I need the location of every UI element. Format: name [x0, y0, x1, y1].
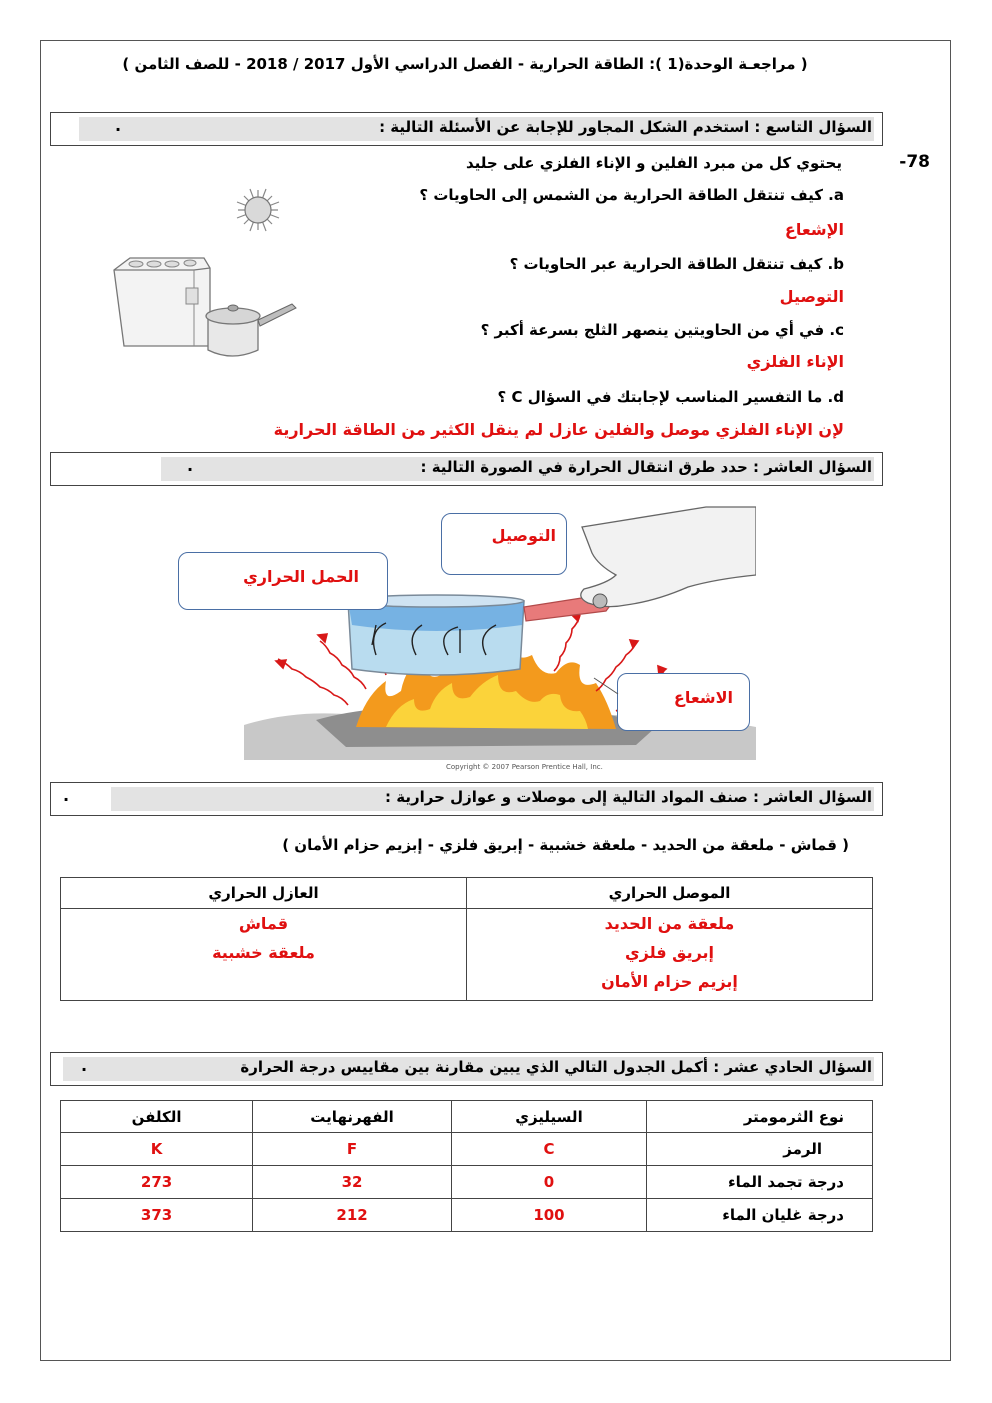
table-cell: C [451, 1133, 646, 1166]
q10b-header-bar [50, 782, 883, 816]
conductors-insulators-table [60, 877, 873, 1001]
row-label: درجة غليان الماء [647, 1199, 873, 1232]
table-cell: 373 [61, 1199, 253, 1232]
callout-convection-label: الحمل الحراري [243, 567, 359, 586]
callout-conduction [441, 513, 567, 575]
celsius-header: السيليزي [451, 1101, 646, 1133]
q10a-dot: . [187, 456, 194, 475]
table-cell: 273 [61, 1166, 253, 1199]
q9-part-c [481, 321, 844, 339]
q11-header-bar [50, 1052, 883, 1086]
q9-part-d-letter: d. [827, 388, 844, 406]
insulator-item: قماش [238, 914, 289, 933]
callout-radiation-label: الاشعاع [673, 688, 733, 707]
thermometer-type-header: نوع الثرمومتر [647, 1101, 873, 1133]
q9-part-a-answer: الإشعاع [784, 220, 844, 239]
temperature-scales-table [60, 1100, 873, 1232]
radiation-pointer [590, 672, 630, 702]
q9-header: السؤال التاسع : استخدم الشكل المجاور للإجابة عن الأسئلة التالية : [379, 118, 872, 136]
conductor-item: ملعقة من الحديد [604, 914, 735, 933]
kelvin-header: الكلفن [61, 1101, 253, 1133]
q11-header: السؤال الحادي عشر : أكمل الجدول التالي الذي يبين مقارنة بين مقاييس درجة الحرارة [240, 1058, 872, 1076]
row-label: درجة تجمد الماء [647, 1166, 873, 1199]
q9-part-b-answer: التوصيل [779, 287, 844, 306]
conductor-header: الموصل الحراري [467, 878, 873, 909]
q9-intro: يحتوي كل من مبرد الفلين و الإناء الفلزي على جليد [466, 154, 842, 172]
callout-radiation [617, 673, 750, 731]
table-cell: 32 [253, 1166, 452, 1199]
row-label: الرمز [647, 1133, 873, 1166]
conductor-list [467, 909, 873, 1001]
table-cell: 100 [451, 1199, 646, 1232]
sun-cooler-pot-illustration [100, 170, 320, 370]
page-title: ( مراجعـة الوحدة(1 ): الطاقة الحرارية - الفصل الدراسي الأول 2017 / 2018 - للصف الثامن ) [122, 55, 808, 73]
insulator-header: العازل الحراري [61, 878, 467, 909]
q9-part-b-question: كيف تنتقل الطاقة الحرارية عبر الحاويات ؟ [509, 255, 823, 273]
q9-part-a [419, 186, 844, 204]
q10a-header-bar [50, 452, 883, 486]
q10b-materials: ( قماش - ملعقة من الحديد - ملعقة خشبية - إبريق فلزي - إبزيم حزام الأمان ) [282, 836, 849, 854]
q9-part-d [498, 388, 844, 406]
q10b-dot: . [63, 786, 70, 805]
table-cell: 212 [253, 1199, 452, 1232]
q9-part-c-question: في أي من الحاويتين ينصهر الثلج بسرعة أكبر ؟ [480, 321, 825, 339]
table-cell: F [253, 1133, 452, 1166]
table-row [61, 1166, 873, 1199]
q9-part-c-answer: الإناء الفلزي [746, 352, 844, 371]
table-row [61, 1199, 873, 1232]
cooler-icon [114, 258, 210, 346]
q9-header-bar [50, 112, 883, 146]
q9-dot: . [115, 116, 122, 135]
sun-icon [237, 189, 279, 231]
insulator-list [61, 909, 467, 1001]
q9-part-a-letter: a. [828, 186, 844, 204]
q9-part-b [510, 255, 844, 273]
conductor-item: إبزيم حزام الأمان [601, 972, 738, 991]
q9-number: 78- [899, 152, 930, 172]
insulator-item: ملعقة خشبية [212, 943, 315, 962]
callout-conduction-label: التوصيل [491, 526, 556, 545]
table-cell: 0 [451, 1166, 646, 1199]
table-row [61, 1133, 873, 1166]
q9-part-b-letter: b. [827, 255, 844, 273]
q9-part-c-letter: c. [829, 321, 844, 339]
fahrenheit-header: الفهرنهايت [253, 1101, 452, 1133]
copyright-text: Copyright © 2007 Pearson Prentice Hall, Inc. [446, 763, 603, 771]
q10b-header: السؤال العاشر : صنف المواد التالية إلى موصلات و عوازل حرارية : [385, 788, 872, 806]
hand-holding-handle [581, 507, 756, 608]
q10a-header: السؤال العاشر : حدد طرق انتقال الحرارة في الصورة التالية : [420, 458, 872, 476]
conductor-item: إبريق فلزي [624, 943, 715, 962]
q9-part-a-question: كيف تنتقل الطاقة الحرارية من الشمس إلى الحاويات ؟ [419, 186, 823, 204]
table-cell: K [61, 1133, 253, 1166]
callout-convection [178, 552, 388, 610]
metal-pot-icon [206, 304, 296, 356]
q9-part-d-question: ما التفسير المناسب لإجابتك في السؤال C ؟ [497, 388, 823, 406]
q11-dot: . [81, 1056, 88, 1075]
q9-part-d-answer: لإن الإناء الفلزي موصل والفلين عازل لم ينقل الكثير من الطاقة الحرارية [273, 420, 844, 439]
